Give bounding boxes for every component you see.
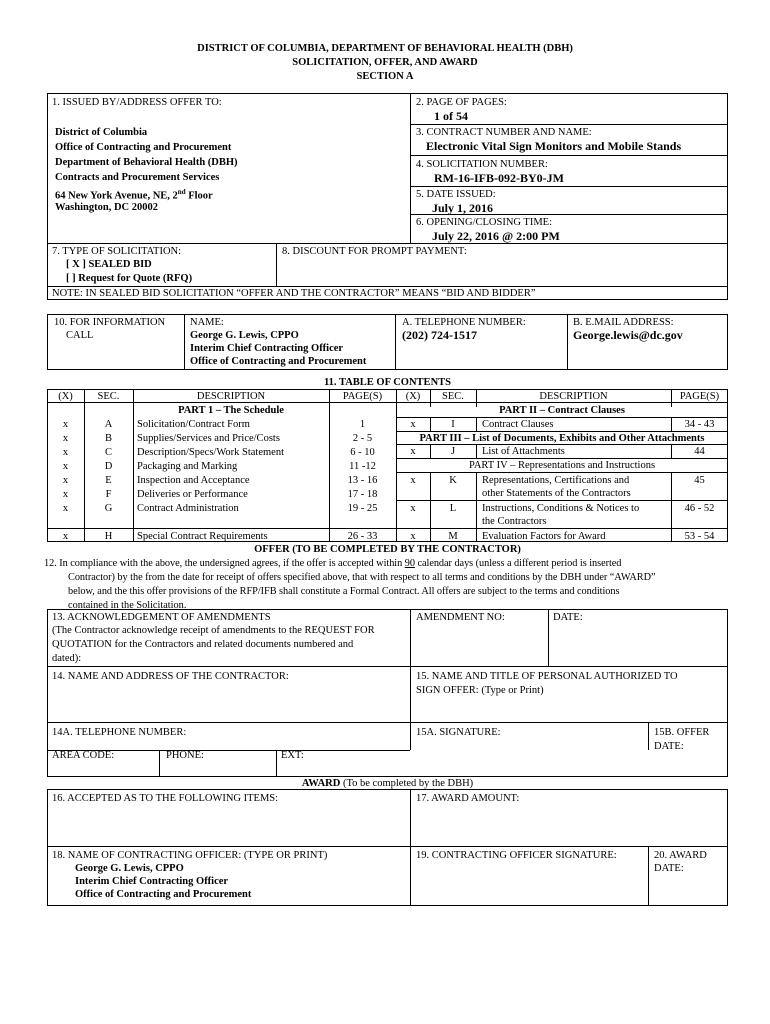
information-call-label: CALL (66, 330, 94, 341)
signature-field[interactable]: 15A. SIGNATURE: (416, 727, 501, 738)
toc-header-x: (X) (58, 391, 73, 402)
sealed-bid-checkbox[interactable]: [ X ] SEALED BID (66, 259, 152, 270)
toc-header-desc: DESCRIPTION (539, 391, 608, 402)
toc-row-desc: Special Contract Requirements (137, 531, 268, 542)
issued-by-line: Contracts and Procurement Services (55, 172, 220, 183)
rfq-checkbox[interactable]: [ ] Request for Quote (RFQ) (66, 273, 193, 284)
toc-header-desc: DESCRIPTION (196, 391, 266, 402)
offer-text-line: 12. In compliance with the above, the undersigned agrees, if the offer is accepted within 90 calendar days (unless a different period is inserted (44, 558, 622, 569)
extension-field[interactable]: EXT: (281, 750, 304, 761)
contact-office: Office of Contracting and Procurement (190, 356, 367, 367)
toc-row-mark: x (410, 446, 416, 457)
email-link[interactable]: George.lewis@dc.gov (573, 328, 683, 342)
toc-row-desc: List of Attachments (482, 446, 565, 457)
toc-row-desc: Supplies/Services and Price/Costs (137, 433, 280, 444)
issued-by-city: Washington, DC 20002 (55, 202, 158, 213)
issued-by-line: Department of Behavioral Health (DBH) (55, 157, 238, 168)
toc-row-sec: F (105, 489, 112, 500)
toc-header-pages: PAGE(S) (342, 391, 383, 402)
information-call-label: 10. FOR INFORMATION (54, 317, 166, 328)
accepted-items-field[interactable]: 16. ACCEPTED AS TO THE FOLLOWING ITEMS: (52, 793, 279, 804)
contract-number-label: 3. CONTRACT NUMBER AND NAME: (416, 127, 592, 138)
toc-header-sec: SEC. (442, 391, 464, 402)
toc-row-desc: Description/Specs/Work Statement (137, 447, 284, 458)
toc-row-sec: E (105, 475, 112, 486)
toc-row-desc: Solicitation/Contract Form (137, 419, 250, 430)
toc-row-pages: 6 - 10 (350, 447, 375, 458)
amendments-text: (The Contractor acknowledge receipt of amendments to the REQUEST FOR (52, 625, 375, 636)
toc-row-mark: x (62, 489, 69, 500)
toc-row-sec: A (104, 419, 113, 430)
toc-part2-heading: PART II – Contract Clauses (499, 405, 625, 416)
offer-text-line: below, and the this offer provisions of the RFP/IFB shall constitute a Formal Contract. All offers are subject to the terms and conditions (68, 586, 620, 597)
form-header-line1: DISTRICT OF COLUMBIA, DEPARTMENT OF BEHAVIORAL HEALTH (DBH) (197, 43, 573, 54)
toc-row-desc: Packaging and Marking (137, 461, 238, 472)
contract-name-value: Electronic Vital Sign Monitors and Mobile Stands (426, 139, 682, 153)
award-date-label: DATE: (654, 863, 684, 874)
telephone-label: A. TELEPHONE NUMBER: (402, 317, 526, 328)
contractor-name-address-field[interactable]: 14. NAME AND ADDRESS OF THE CONTRACTOR: (52, 671, 289, 682)
form-header-line3: SECTION A (356, 71, 414, 82)
contracting-officer-label: 18. NAME OF CONTRACTING OFFICER: (TYPE OR PRINT) (52, 850, 328, 861)
page-of-pages-label: 2. PAGE OF PAGES: (416, 97, 507, 108)
toc-row-pages: 17 - 18 (347, 489, 378, 500)
offer-date-label: DATE: (654, 741, 684, 752)
award-date-field[interactable]: 20. AWARD (654, 850, 707, 861)
toc-row-sec: H (104, 531, 113, 542)
toc-row-desc: Representations, Certifications and (482, 475, 630, 486)
toc-row-pages: 53 - 54 (684, 531, 715, 542)
issued-by-address: 64 New York Avenue, NE, 2nd Floor (55, 188, 213, 202)
toc-row-sec: C (104, 447, 112, 458)
solicitation-type-label: 7. TYPE OF SOLICITATION: (52, 246, 182, 257)
date-issued-label: 5. DATE ISSUED: (416, 189, 496, 200)
contracting-officer-office: Office of Contracting and Procurement (75, 889, 252, 900)
date-issued-value: July 1, 2016 (432, 201, 494, 215)
toc-part4-heading: PART IV – Representations and Instructions (468, 460, 656, 471)
contact-title: Interim Chief Contracting Officer (190, 343, 344, 354)
contracting-officer-name: George G. Lewis, CPPO (75, 863, 184, 874)
toc-row-desc: Contract Clauses (482, 419, 554, 430)
offer-text-line: contained in the Solicitation. (68, 600, 187, 611)
telephone-number-field[interactable]: 14A. TELEPHONE NUMBER: (52, 727, 187, 738)
toc-row-mark: x (62, 503, 69, 514)
authorized-person-hint: SIGN OFFER: (Type or Print) (416, 685, 544, 696)
solicitation-number-label: 4. SOLICITATION NUMBER: (416, 159, 548, 170)
offer-date-field[interactable]: 15B. OFFER (654, 727, 710, 738)
award-title: AWARD (To be completed by the DBH) (301, 778, 474, 789)
toc-part1-heading: PART 1 – The Schedule (178, 405, 284, 416)
page-of-pages-value: 1 of 54 (434, 109, 468, 123)
amendment-number-field[interactable]: AMENDMENT NO: (416, 612, 505, 623)
opening-time-value: July 22, 2016 @ 2:00 PM (432, 229, 560, 243)
toc-row-sec: D (104, 461, 113, 472)
offer-title: OFFER (TO BE COMPLETED BY THE CONTRACTOR) (254, 544, 521, 555)
toc-row-sec: G (104, 503, 113, 514)
toc-row-pages: 13 - 16 (347, 475, 378, 486)
toc-row-sec: J (450, 446, 456, 457)
telephone-value: (202) 724-1517 (402, 328, 477, 342)
toc-row-pages: 34 - 43 (684, 419, 715, 430)
issued-by-line: Office of Contracting and Procurement (55, 142, 232, 153)
toc-row-desc: other Statements of the Contractors (482, 488, 631, 499)
toc-row-pages: 2 - 5 (352, 433, 373, 444)
toc-row-pages: 26 - 33 (347, 531, 378, 542)
toc-header-sec: SEC. (97, 391, 120, 402)
amendments-text: QUOTATION for the Contractors and related documents numbered and (52, 639, 354, 650)
toc-title: 11. TABLE OF CONTENTS (323, 377, 451, 388)
offer-text-line: Contractor) by the from the date for receipt of offers specified above, that with respect to all terms and conditions by the DBH under “AWARD” (68, 572, 656, 583)
toc-row-desc: Contract Administration (137, 503, 239, 514)
contact-name: George G. Lewis, CPPO (190, 330, 299, 341)
toc-row-sec: K (449, 475, 457, 486)
area-code-field[interactable]: AREA CODE: (52, 750, 115, 761)
issued-by-label: 1. ISSUED BY/ADDRESS OFFER TO: (52, 97, 222, 108)
opening-time-label: 6. OPENING/CLOSING TIME: (416, 217, 553, 228)
officer-signature-field[interactable]: 19. CONTRACTING OFFICER SIGNATURE: (416, 850, 617, 861)
amendments-label: 13. ACKNOWLEDGEMENT OF AMENDMENTS (52, 612, 271, 623)
toc-row-pages: 11 -12 (349, 461, 376, 472)
email-label: B. E.MAIL ADDRESS: (573, 317, 674, 328)
toc-row-mark: x (410, 475, 416, 486)
toc-row-pages: 46 - 52 (684, 503, 715, 514)
toc-row-mark: x (410, 419, 416, 430)
toc-row-desc: Inspection and Acceptance (137, 475, 250, 486)
toc-header-x: (X) (405, 391, 421, 402)
sealed-bid-note: NOTE: IN SEALED BID SOLICITATION “OFFER AND THE CONTRACTOR” MEANS “BID AND BIDDER” (52, 288, 536, 299)
toc-row-desc: Evaluation Factors for Award (482, 531, 606, 542)
toc-row-mark: x (62, 461, 69, 472)
toc-row-mark: x (62, 531, 69, 542)
toc-part3-heading: PART III – List of Documents, Exhibits and Other Attachments (419, 433, 705, 444)
toc-row-sec: I (451, 419, 455, 430)
toc-row-sec: M (448, 531, 458, 542)
form-header-line2: SOLICITATION, OFFER, AND AWARD (292, 57, 478, 68)
authorized-person-field[interactable]: 15. NAME AND TITLE OF PERSONAL AUTHORIZED TO (416, 671, 678, 682)
toc-row-pages: 45 (694, 475, 705, 486)
toc-row-desc: the Contractors (482, 516, 547, 527)
phone-field[interactable]: PHONE: (166, 750, 204, 761)
contact-name-label: NAME: (190, 317, 224, 328)
contracting-officer-title: Interim Chief Contracting Officer (75, 876, 229, 887)
toc-row-mark: x (410, 503, 416, 514)
toc-row-mark: x (62, 447, 69, 458)
toc-row-pages: 1 (359, 419, 366, 430)
toc-row-pages: 19 - 25 (347, 503, 378, 514)
toc-row-desc: Deliveries or Performance (137, 489, 248, 500)
issued-by-line: District of Columbia (55, 127, 148, 138)
toc-row-pages: 44 (694, 446, 705, 457)
toc-row-sec: B (104, 433, 112, 444)
amendment-date-field[interactable]: DATE: (553, 612, 583, 623)
toc-row-mark: x (62, 419, 69, 430)
toc-row-mark: x (410, 531, 416, 542)
solicitation-number-value: RM-16-IFB-092-BY0-JM (434, 171, 564, 185)
toc-header-pages: PAGE(S) (679, 391, 720, 402)
toc-row-sec: L (449, 503, 457, 514)
amendments-text: dated): (52, 653, 82, 664)
discount-label: 8. DISCOUNT FOR PROMPT PAYMENT: (282, 246, 467, 257)
toc-row-mark: x (62, 475, 69, 486)
award-amount-field[interactable]: 17. AWARD AMOUNT: (416, 793, 520, 804)
toc-row-mark: x (62, 433, 69, 444)
toc-row-desc: Instructions, Conditions & Notices to (482, 503, 640, 514)
